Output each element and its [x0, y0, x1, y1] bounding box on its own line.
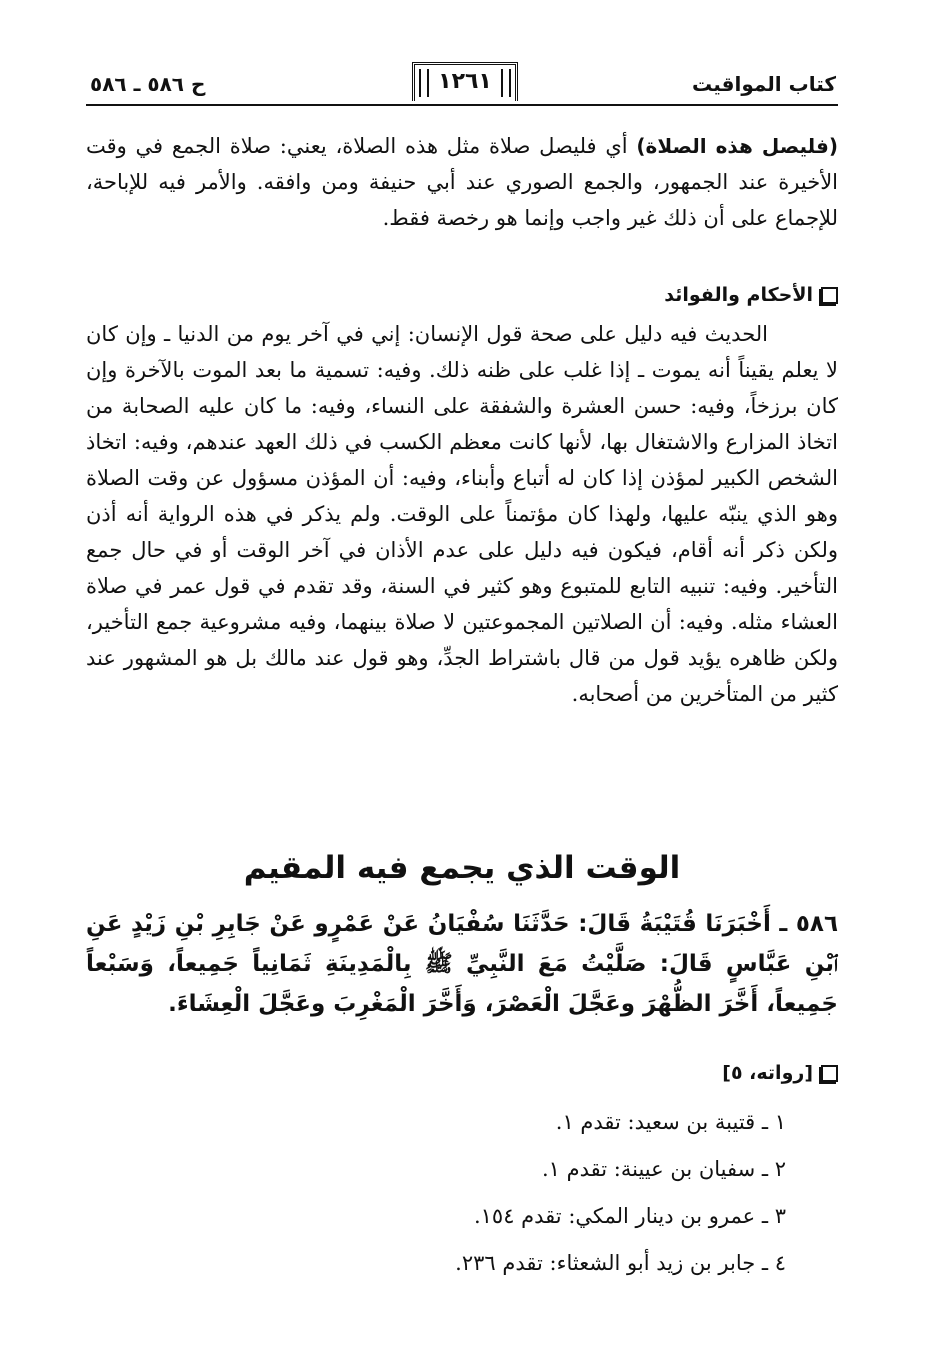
rulings-heading-label: الأحكام والفوائد: [664, 284, 813, 306]
chapter-title: الوقت الذي يجمع فيه المقيم: [243, 850, 681, 886]
hadith-range: ح ٥٨٦ ـ ٥٨٦: [90, 72, 206, 96]
narrators-heading-label: [رواته، ٥]: [722, 1062, 813, 1084]
page-number-label: ١٢٦١: [438, 69, 492, 94]
commentary-paragraph: [86, 128, 838, 236]
square-bullet-icon: [821, 1065, 838, 1082]
narrator-list: [455, 1104, 786, 1292]
narrator-item: ٤ ـ جابر بن زيد أبو الشعثاء: تقدم ٢٣٦.: [455, 1251, 786, 1275]
narrator-item: ٣ ـ عمرو بن دينار المكي: تقدم ١٥٤.: [473, 1204, 786, 1228]
commentary-lead-phrase: (فليصل هذه الصلاة): [636, 134, 839, 158]
narrator-item: ١ ـ قتيبة بن سعيد: تقدم ١.: [555, 1110, 786, 1134]
narrator-item: ٢ ـ سفيان بن عيينة: تقدم ١.: [541, 1157, 786, 1181]
page-number: [412, 62, 518, 101]
running-title: كتاب المواقيت: [692, 72, 836, 96]
page-header: [86, 62, 838, 106]
rulings-paragraph: الحديث فيه دليل على صحة قول الإنسان: إني في آخر يوم من الدنيا ـ وإن كان لا يعلم يقيناً أنه يموت ـ إذا غلب على ظنه ذلك. وفيه: تسمية ما بعد الموت بالآخرة وإن كان برزخاً، وفيه: حسن العشرة والشفقة على النساء، وفيه: ما كان عليه الصحابة من اتخاذ المزارع والاشتغال بها، لأنها كانت معظم الكسب في ذلك العهد عندهم، وفيه: اتخاذ الشخص الكبير لمؤذن إذا كان له أتباع وأبناء، وفيه: أن المؤذن مسؤول عن وقت الصلاة وهو الذي ينبّه عليها، ولهذا كان مؤتمناً على الوقت. ولم يذكر في هذه الرواية أنه أذن ولكن ذكر أنه أقام، فيكون فيه دليل على عدم الأذان في آخر الوقت أو في حال جمع التأخير. وفيه: تنبيه التابع للمتبوع وهو كثير في السنة، وقد تقدم في قول عمر في صلاة العشاء مثله. وفيه: أن الصلاتين المجموعتين لا صلاة بينهما، وفيه مشروعية جمع التأخير، ولكن ظاهره يؤيد قول من قال باشتراط الجدِّ، وهو قول عند مالك بل هو المشهور عند كثير من المتأخرين من أصحابه.: [86, 322, 838, 706]
hadith-text: ٥٨٦ ـ أَخْبَرَنَا قُتَيْبَةُ قَالَ: حَدَّثَنَا سُفْيَانُ عَنْ عَمْرٍو عَنْ جَابِرِ بْنِ زَيْدٍ عَنِ ٱبْنِ عَبَّاسٍ قَالَ: صَلَّيْتُ مَعَ النَّبِيِّ ﷺ بِالْمَدِينَةِ ثَمَانِياً جَمِيعاً، وَسَبْعاً جَمِيعاً، أَخَّرَ الظُّهْرَ وعَجَّلَ الْعَصْرَ، وَأَخَّرَ الْمَغْرِبَ وعَجَّلَ الْعِشَاءَ.: [86, 911, 838, 1017]
rulings-heading: [664, 284, 838, 306]
square-bullet-icon: [821, 287, 838, 304]
narrators-heading: [722, 1062, 838, 1084]
commentary-text: أي فليصل صلاة مثل هذه الصلاة، يعني: صلاة الجمع في وقت الأخيرة عند الجمهور، والجمع الصوري عند أبي حنيفة ومن وافقه. والأمر فيه للإباحة، للإجماع على أن ذلك غير واجب وإنما هو رخصة فقط.: [86, 134, 838, 230]
